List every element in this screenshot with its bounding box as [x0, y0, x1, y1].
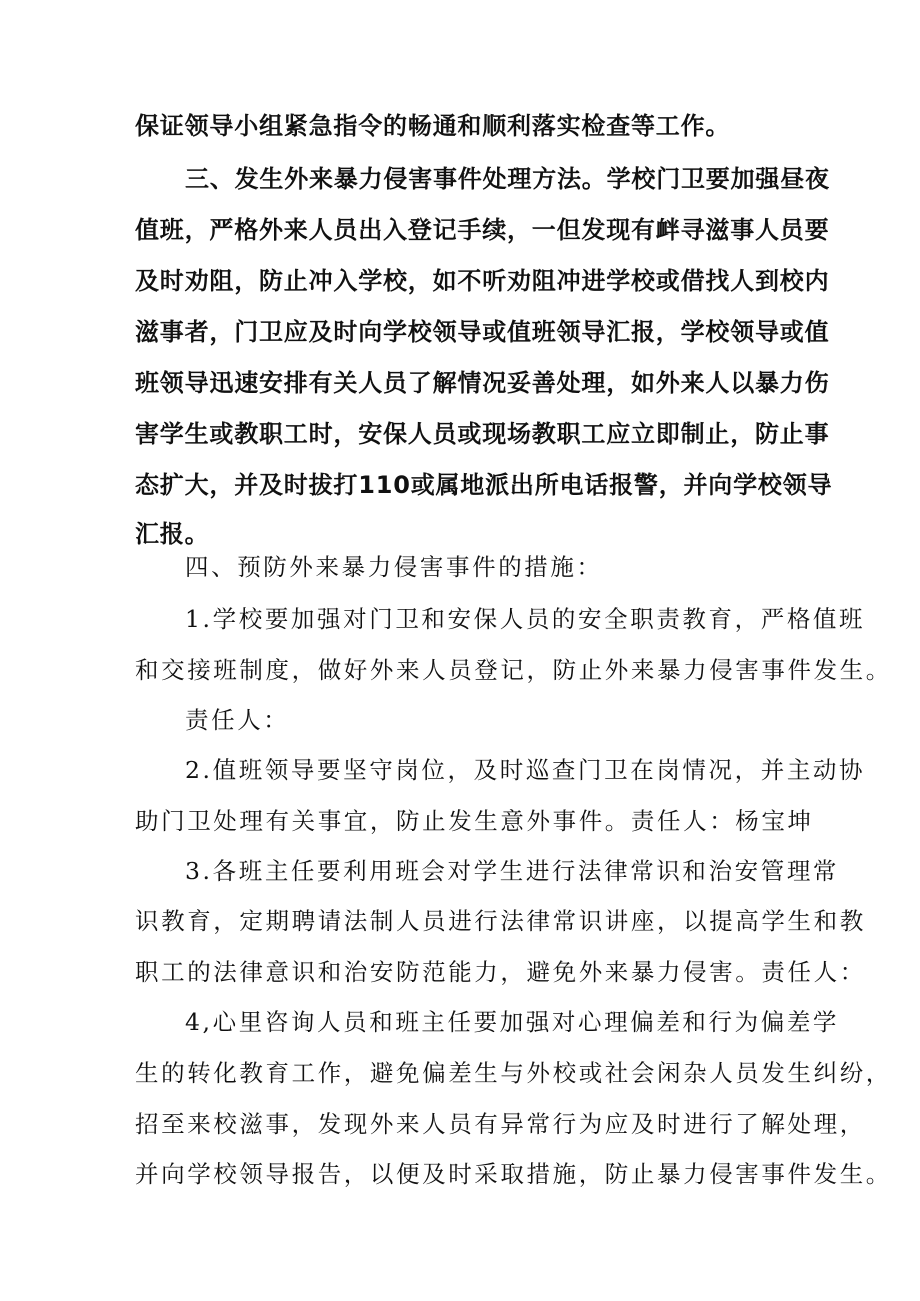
text-line: 2.值班领导要坚守岗位，及时巡查门卫在岗情况，并主动协 — [185, 756, 866, 784]
text-line: 3.各班主任要利用班会对学生进行法律常识和治安管理常 — [185, 857, 840, 885]
text-line: 态扩大，并及时拔打110或属地派出所电话报警，并向学校领导 — [135, 471, 833, 499]
text-line: 并向学校领导报告，以便及时采取措施，防止暴力侵害事件发生。 — [135, 1160, 892, 1188]
text-line: 生的转化教育工作，避免偏差生与外校或社会闲杂人员发生纠纷， — [135, 1059, 892, 1087]
paragraph-heading-four: 四、预防外来暴力侵害事件的措施： — [185, 553, 603, 581]
text-line: 识教育，定期聘请法制人员进行法律常识讲座，以提高学生和教 — [135, 907, 866, 935]
paragraph-heading-three: 三、发生外来暴力侵害事件处理方法。学校门卫要加强昼夜 — [185, 165, 830, 193]
text-line: 职工的法律意识和治安防范能力，避免外来暴力侵害。责任人： — [135, 958, 866, 986]
text-line: 4,心里咨询人员和班主任要加强对心理偏差和行为偏差学 — [185, 1008, 840, 1036]
text-line: 汇报。 — [135, 520, 210, 548]
text-line: 1.学校要加强对门卫和安保人员的安全职责教育，严格值班 — [185, 605, 866, 633]
text-line: 值班，严格外来人员出入登记手续，一但发现有衅寻滋事人员要 — [135, 216, 830, 244]
text-line: 滋事者，门卫应及时向学校领导或值班领导汇报，学校领导或值 — [135, 318, 830, 346]
text-line: 保证领导小组紧急指令的畅通和顺利落实检查等工作。 — [135, 112, 731, 140]
text-line: 害学生或教职工时，安保人员或现场教职工应立即制止，防止事 — [135, 420, 830, 448]
text-line: 班领导迅速安排有关人员了解情况妥善处理，如外来人以暴力伤 — [135, 369, 830, 397]
responsible-person-line: 责任人： — [185, 706, 290, 734]
text-line: 及时劝阻，防止冲入学校，如不听劝阻冲进学校或借找人到校内 — [135, 267, 830, 295]
text-line: 和交接班制度，做好外来人员登记，防止外来暴力侵害事件发生。 — [135, 656, 892, 684]
text-line: 助门卫处理有关事宜，防止发生意外事件。责任人：杨宝坤 — [135, 807, 814, 835]
text-line: 招至来校滋事，发现外来人员有异常行为应及时进行了解处理， — [135, 1110, 866, 1138]
